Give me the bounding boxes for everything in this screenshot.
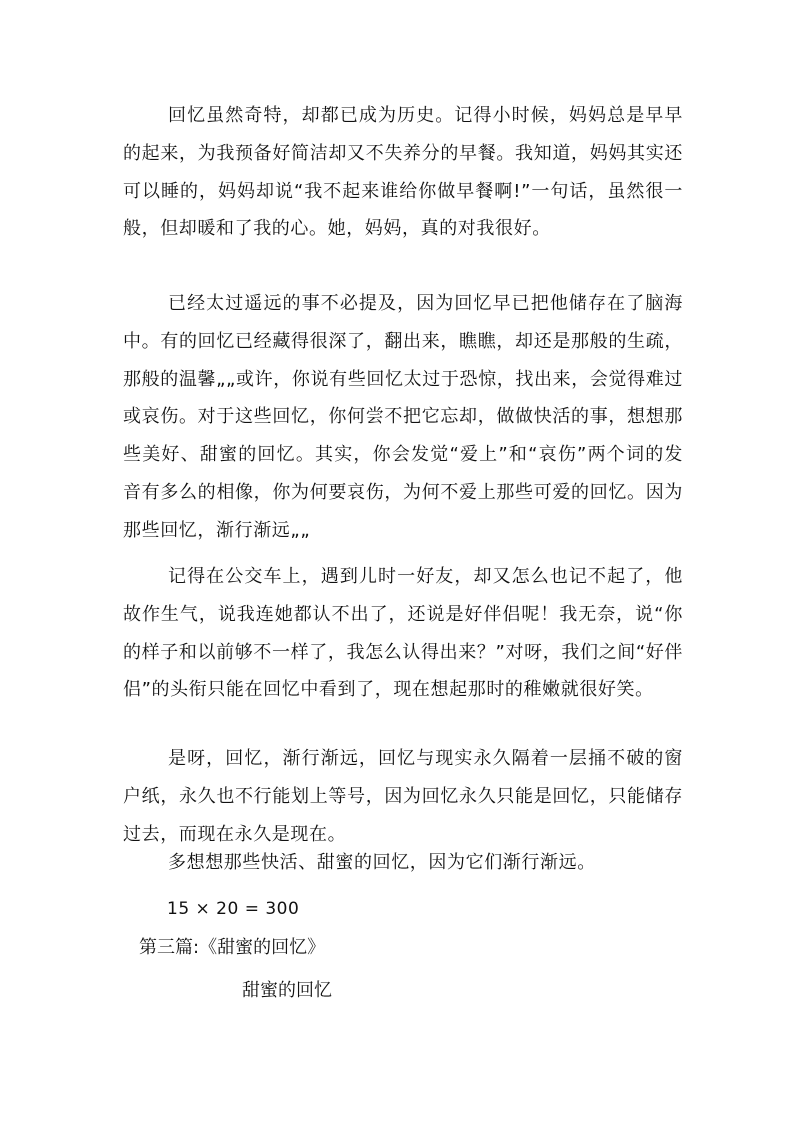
paragraph-5: 多想想那些快活、甜蜜的回忆，因为它们渐行渐远。 xyxy=(168,852,596,873)
essay-title: 甜蜜的回忆 xyxy=(242,980,332,1001)
word-count-equation: 15 × 20 = 300 xyxy=(167,899,300,919)
paragraph-2: 已经太过遥远的事不必提及，因为回忆早已把他储存在了脑海中。有的回忆已经藏得很深了，翻出来，瞧瞧，却还是那般的生疏，那般的温馨„„或许，你说有些回忆太过于恐惊，找出来，会觉得难过或哀伤。对于这些回忆，你何尝不把它忘却，做做快活的事，想想那些美好、甜蜜的回忆。其实，你会发觉“爱上”和“哀伤”两个词的发音有多么的相像，你为何要哀伤，为何不爱上那些可爱的回忆。因为那些回忆，渐行渐远„„ xyxy=(123,293,683,541)
paragraph-4: 是呀，回忆，渐行渐远，回忆与现实永久隔着一层捅不破的窗户纸，永久也不行能划上等号，因为回忆永久只能是回忆，只能储存过去，而现在永久是现在。 xyxy=(123,748,683,845)
section-heading: 第三篇:《甜蜜的回忆》 xyxy=(139,937,326,958)
paragraph-3: 记得在公交车上，遇到儿时一好友，却又怎么也记不起了，他故作生气，说我连她都认不出了，还说是好伴侣呢！我无奈，说“你的样子和以前够不一样了，我怎么认得出来？”对呀，我们之间“好伴侣”的头衔只能在回忆中看到了，现在想起那时的稚嫩就很好笑。 xyxy=(123,566,683,701)
paragraph-1: 回忆虽然奇特，却都已成为历史。记得小时候，妈妈总是早早的起来，为我预备好简洁却又不失养分的早餐。我知道，妈妈其实还可以睡的，妈妈却说“我不起来谁给你做早餐啊!”一句话，虽然很一般，但却暖和了我的心。她，妈妈，真的对我很好。 xyxy=(123,105,683,240)
